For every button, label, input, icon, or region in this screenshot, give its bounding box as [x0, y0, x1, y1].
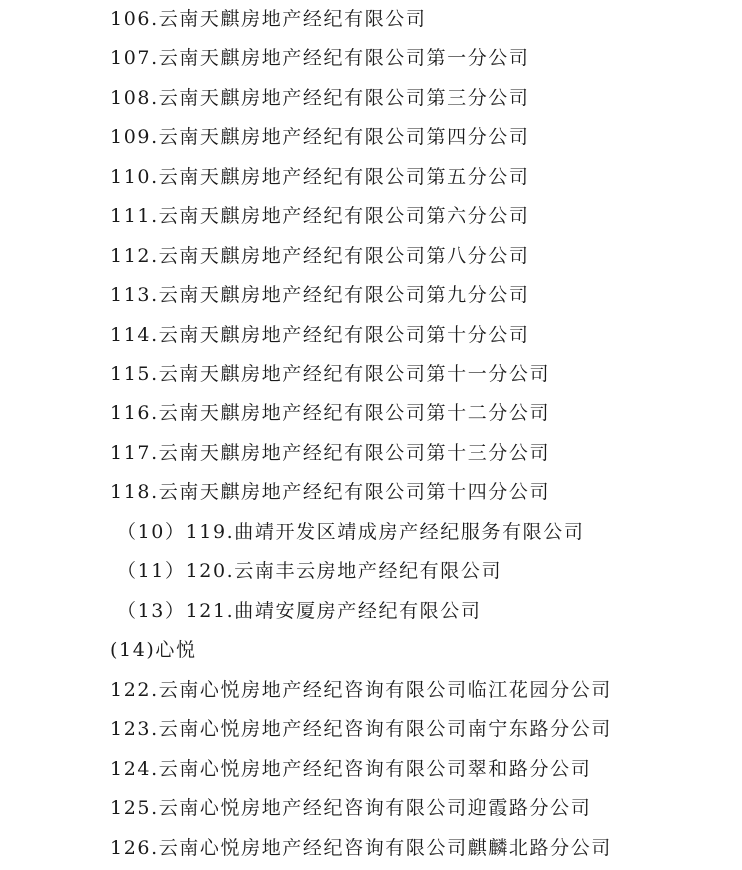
- list-item: 113.云南天麒房地产经纪有限公司第九分公司: [110, 284, 530, 306]
- list-item: 106.云南天麒房地产经纪有限公司: [110, 8, 427, 30]
- list-item: 122.云南心悦房地产经纪咨询有限公司临江花园分公司: [110, 679, 612, 701]
- list-item: 107.云南天麒房地产经纪有限公司第一分公司: [110, 47, 530, 69]
- list-item: 115.云南天麒房地产经纪有限公司第十一分公司: [110, 363, 551, 385]
- list-item: 123.云南心悦房地产经纪咨询有限公司南宁东路分公司: [110, 718, 612, 740]
- list-item: 116.云南天麒房地产经纪有限公司第十二分公司: [110, 402, 551, 424]
- section-heading: (14)心悦: [110, 639, 197, 661]
- list-item: 109.云南天麒房地产经纪有限公司第四分公司: [110, 126, 530, 148]
- list-item: 125.云南心悦房地产经纪咨询有限公司迎霞路分公司: [110, 797, 592, 819]
- list-item: 126.云南心悦房地产经纪咨询有限公司麒麟北路分公司: [110, 837, 612, 859]
- list-item: 118.云南天麒房地产经纪有限公司第十四分公司: [110, 481, 551, 503]
- list-item: （10）119.曲靖开发区靖成房产经纪服务有限公司: [117, 521, 585, 543]
- list-item: 117.云南天麒房地产经纪有限公司第十三分公司: [110, 442, 551, 464]
- list-item: （13）121.曲靖安厦房产经纪有限公司: [117, 600, 482, 622]
- list-item: 124.云南心悦房地产经纪咨询有限公司翠和路分公司: [110, 758, 592, 780]
- list-item: 112.云南天麒房地产经纪有限公司第八分公司: [110, 245, 530, 267]
- list-item: （11）120.云南丰云房地产经纪有限公司: [117, 560, 503, 582]
- list-item: 114.云南天麒房地产经纪有限公司第十分公司: [110, 324, 530, 346]
- list-item: 111.云南天麒房地产经纪有限公司第六分公司: [110, 205, 530, 227]
- list-item: 108.云南天麒房地产经纪有限公司第三分公司: [110, 87, 530, 109]
- list-item: 110.云南天麒房地产经纪有限公司第五分公司: [110, 166, 530, 188]
